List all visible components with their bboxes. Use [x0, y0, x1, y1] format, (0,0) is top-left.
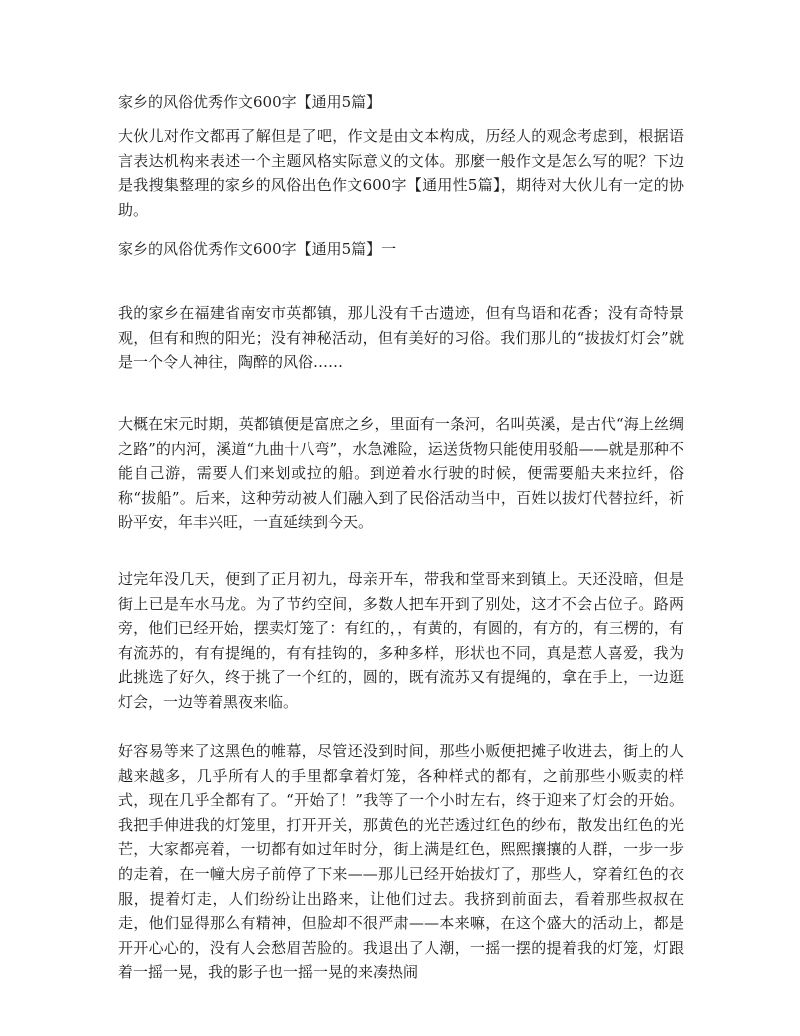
section-title: 家乡的风俗优秀作文600字【通用5篇】一	[118, 240, 397, 258]
document-title: 家乡的风俗优秀作文600字【通用5篇】	[118, 93, 382, 111]
body-paragraph-1: 我的家乡在福建省南安市英都镇，那儿没有千古遗迹，但有鸟语和花香；没有奇特景观，但有和煦的阳光；没有神秘活动，但有美好的习俗。我们那儿的“拔拔灯灯会”就是一个令人神往，陶醉的风俗……	[118, 304, 684, 372]
body-paragraph-3: 过完年没几天，便到了正月初九，母亲开车，带我和堂哥来到镇上。天还没暗，但是街上已是车水马龙。为了节约空间，多数人把车开到了别处，这才不会占位子。路两旁，他们已经开始，摆卖灯笼了：有红的，，有黄的，有圆的，有方的，有三楞的，有有流苏的，有有提绳的，有有挂钩的，多种多样，形状也不同，真是惹人喜爱，我为此挑选了好久，终于挑了一个红的，圆的，既有流苏又有提绳的，拿在手上，一边逛灯会，一边等着黑夜来临。	[118, 570, 684, 711]
intro-paragraph: 大伙儿对作文都再了解但是了吧，作文是由文本构成，历经人的观念考虑到，根据语言表达机构来表述一个主题风格实际意义的文体。那麼一般作文是怎么写的呢？下边是我搜集整理的家乡的风俗出色作文600字【通用性5篇】，期待对大伙儿有一定的协助。	[118, 127, 684, 219]
body-paragraph-2: 大概在宋元时期，英都镇便是富庶之乡，里面有一条河，名叫英溪，是古代“海上丝绸之路”的内河，溪道“九曲十八弯”，水急滩险，运送货物只能使用驳船——就是那种不能自己游，需要人们来划或拉的船。到逆着水行驶的时候，便需要船夫来拉纤，俗称“拔船”。后来，这种劳动被人们融入到了民俗活动当中，百姓以拔灯代替拉纤，祈盼平安，年丰兴旺，一直延续到今天。	[118, 415, 684, 532]
body-paragraph-4: 好容易等来了这黑色的帷幕，尽管还没到时间，那些小贩便把摊子收进去，街上的人越来越多，几乎所有人的手里都拿着灯笼，各种样式的都有，之前那些小贩卖的样式，现在几乎全都有了。“开始了！”我等了一个小时左右，终于迎来了灯会的开始。我把手伸进我的灯笼里，打开开关，那黄色的光芒透过红色的纱布，散发出红色的光芒，大家都亮着，一切都有如过年时分，街上满是红色，熙熙攘攘的人群，一步一步的走着，在一幢大房子前停了下来——那儿已经开始拔灯了，那些人，穿着红色的衣服，提着灯走，人们纷纷让出路来，让他们过去。我挤到前面去，看着那些叔叔在走，他们显得那么有精神，但脸却不很严肃——本来嘛，在这个盛大的活动上，都是开开心心的，没有人会愁眉苦脸的。我退出了人潮，一摇一摆的提着我的灯笼，灯跟着一摇一晃，我的影子也一摇一晃的来凑热闹	[118, 742, 684, 982]
